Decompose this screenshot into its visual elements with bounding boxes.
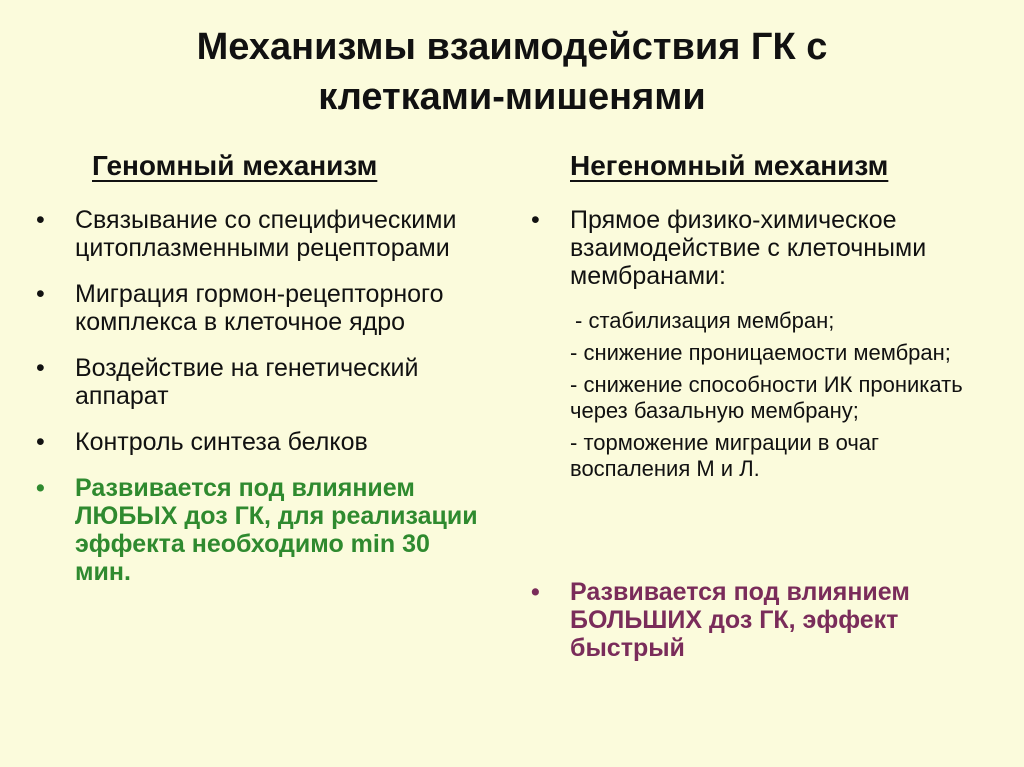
sub-list-item: - торможение миграции в очаг воспаления М и Л. bbox=[570, 430, 880, 481]
nongenomic-highlight-item bbox=[525, 578, 1005, 662]
bullet-icon: • bbox=[36, 280, 45, 308]
nongenomic-sublist bbox=[525, 308, 1005, 488]
nongenomic-list bbox=[525, 206, 1005, 308]
genomic-item-text: Воздействие на генетический аппарат bbox=[75, 354, 419, 410]
sub-list-item: - стабилизация мембран; bbox=[575, 308, 835, 333]
list-item bbox=[30, 280, 490, 336]
genomic-item-text: Контроль синтеза белков bbox=[75, 428, 368, 456]
bullet-icon: • bbox=[36, 206, 45, 234]
genomic-item-text: Связывание со специфическими цитоплазменными рецепторами bbox=[75, 206, 457, 262]
genomic-item-text: Миграция гормон-рецепторного комплекса в клеточное ядро bbox=[75, 280, 444, 336]
bullet-icon: • bbox=[36, 474, 45, 502]
nongenomic-final-list bbox=[525, 578, 1005, 680]
genomic-list bbox=[30, 206, 490, 604]
bullet-icon: • bbox=[531, 578, 540, 606]
sub-list-item: - снижение способности ИК проникать через базальную мембрану; bbox=[570, 372, 963, 423]
genomic-heading: Геномный механизм bbox=[92, 150, 378, 181]
list-item bbox=[30, 354, 490, 410]
nongenomic-highlight-text: Развивается под влиянием БОЛЬШИХ доз ГК, эффект быстрый bbox=[570, 578, 910, 662]
nongenomic-heading: Негеномный механизм bbox=[570, 150, 889, 181]
genomic-highlight-text: Развивается под влиянием ЛЮБЫХ доз ГК, для реализации эффекта необходимо min 30 мин. bbox=[75, 474, 478, 586]
list-item bbox=[30, 206, 490, 262]
nongenomic-intro-text: Прямое физико-химическое взаимодействие с клеточными мембранами: bbox=[570, 206, 927, 290]
genomic-highlight-item bbox=[30, 474, 490, 586]
sub-list-item: - снижение проницаемости мембран; bbox=[570, 340, 951, 365]
list-item bbox=[525, 206, 1005, 290]
list-item bbox=[30, 428, 490, 456]
title-line-1: Механизмы взаимодействия ГК с bbox=[196, 26, 828, 68]
title-line-2: клетками-мишенями bbox=[318, 76, 706, 118]
bullet-icon: • bbox=[36, 428, 45, 456]
bullet-icon: • bbox=[531, 206, 540, 234]
bullet-icon: • bbox=[36, 354, 45, 382]
slide-title bbox=[60, 22, 964, 122]
